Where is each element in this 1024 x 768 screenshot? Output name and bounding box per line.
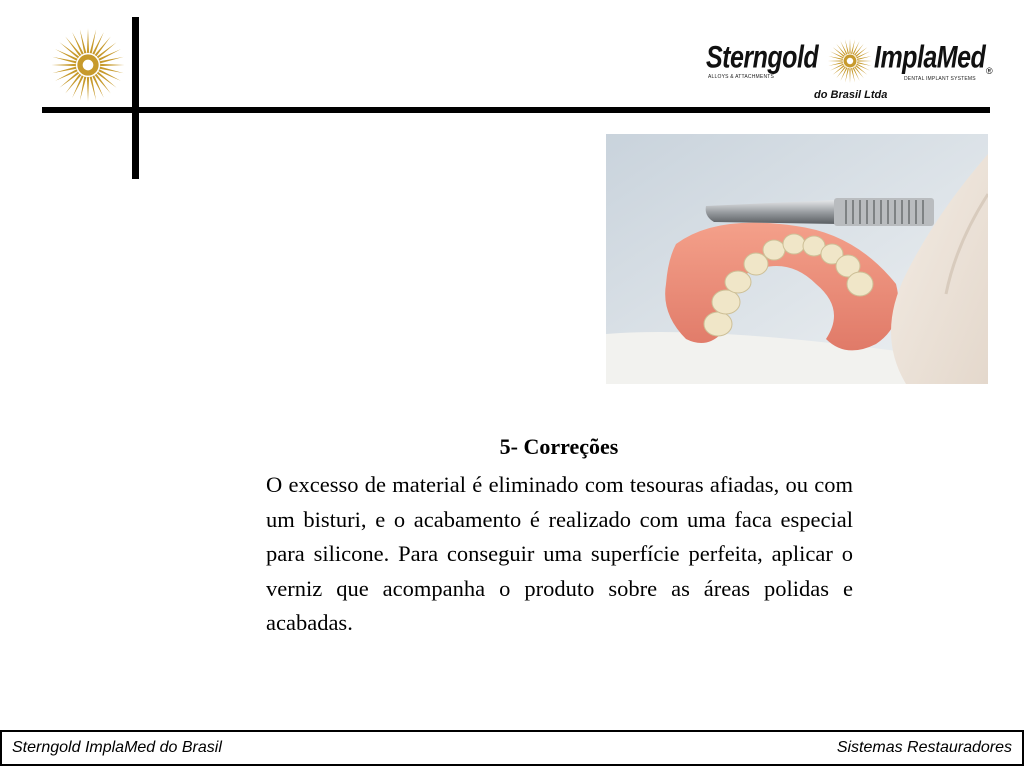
brand-name-sterngold: Sterngold (706, 40, 819, 75)
brand-logo (706, 36, 996, 106)
slide-body-text: O excesso de material é eliminado com tesouras afiadas, ou com um bisturi, e o acabamento é realizado com uma faca especial para silicone. Para conseguir uma superfície perfeita, aplicar o verniz que acompanha o produto sobre as áreas polidas e acabadas. (266, 472, 853, 635)
brand-subtitle: do Brasil Ltda (814, 89, 888, 101)
footer-bar (0, 730, 1024, 766)
horizontal-divider (42, 107, 990, 113)
brand-tagline-left: ALLOYS & ATTACHMENTS (708, 74, 775, 80)
denture-trimming-photo (606, 134, 988, 384)
brand-tagline-right: DENTAL IMPLANT SYSTEMS (904, 76, 976, 82)
brand-name-implamed: ImplaMed (874, 40, 986, 75)
footer-section-name: Sistemas Restauradores (836, 739, 1012, 756)
vertical-divider (132, 17, 139, 179)
registered-mark: ® (986, 66, 993, 76)
sun-emblem-icon (50, 27, 126, 103)
slide-title: 5- Correções (499, 434, 619, 459)
footer-company-name: Sterngold ImplaMed do Brasil (12, 739, 222, 756)
brand-sun-icon (827, 38, 873, 84)
